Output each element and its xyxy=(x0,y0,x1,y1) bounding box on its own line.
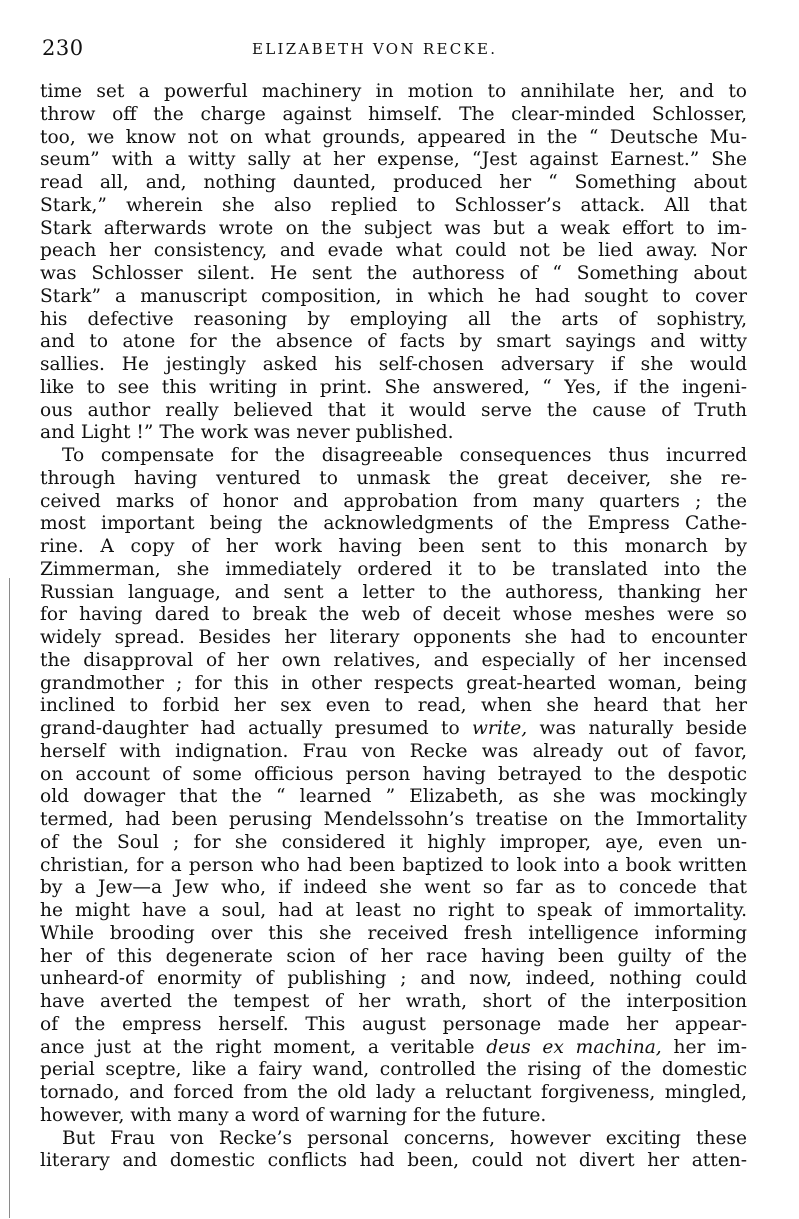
text-segment: her im- xyxy=(661,1036,747,1058)
text-line: While brooding over this she received fresh intelligence informing xyxy=(40,922,747,944)
text-line: christian, for a person who had been baptized to look into a book written xyxy=(40,854,747,876)
text-line: read all, and, nothing daunted, produced her “ Something about xyxy=(40,172,747,193)
text-line: ous author really believed that it would serve the cause of Truth xyxy=(40,399,747,421)
text-line: and Light !” The work was never published. xyxy=(40,422,454,444)
italic-word-write: write, xyxy=(472,718,528,739)
text-line: But Frau von Recke’s personal concerns, however exciting these xyxy=(62,1127,747,1149)
paragraph-3 xyxy=(40,1128,747,1174)
text-line: too, we know not on what grounds, appeared in the “ Deutsche Mu- xyxy=(40,126,747,148)
text-line: perial sceptre, like a fairy wand, controlled the rising of the domestic xyxy=(40,1059,747,1081)
text-line: the disapproval of her own relatives, and especially of her incensed xyxy=(40,649,747,671)
text-line-with-italic xyxy=(40,1037,747,1060)
page-edge-line xyxy=(9,578,10,1218)
text-line: he might have a soul, had at least no right to speak of immortality. xyxy=(40,900,747,921)
text-line: time set a powerful machinery in motion to annihilate her, and to xyxy=(40,81,747,102)
body-text xyxy=(40,81,747,1173)
text-line: like to see this writing in print. She answered, “ Yes, if the ingeni- xyxy=(40,376,747,398)
text-line: however, with many a word of warning for the future. xyxy=(40,1104,547,1126)
text-line: his defective reasoning by employing all the arts of sophistry, xyxy=(40,308,747,330)
text-line: sallies. He jestingly asked his self-chosen adversary if she would xyxy=(40,354,747,375)
text-line: of the Soul ; for she considered it highly improper, aye, even un- xyxy=(40,831,747,853)
page-number: 230 xyxy=(42,36,84,60)
text-line: by a Jew—a Jew who, if indeed she went so far as to concede that xyxy=(40,877,747,899)
text-segment: was naturally beside xyxy=(527,718,747,739)
text-line: literary and domestic conflicts had been, could not divert her atten- xyxy=(40,1150,747,1172)
text-line: old dowager that the “ learned ” Elizabeth, as she was mockingly xyxy=(40,786,747,808)
running-title: ELIZABETH VON RECKE. xyxy=(252,40,498,58)
text-line: and to atone for the absence of facts by smart sayings and witty xyxy=(40,331,747,353)
text-line: on account of some officious person having betrayed to the despotic xyxy=(40,763,747,785)
paragraph-1 xyxy=(40,81,747,445)
text-line: seum” with a witty sally at her expense, “Jest against Earnest.” She xyxy=(40,149,747,171)
text-line: termed, had been perusing Mendelssohn’s treatise on the Immortality xyxy=(40,809,747,830)
text-line: herself with indignation. Frau von Recke was already out of favor, xyxy=(40,740,747,762)
text-line: Stark,” wherein she also replied to Schlosser’s attack. All that xyxy=(40,194,747,216)
text-line: tornado, and forced from the old lady a reluctant forgiveness, mingled, xyxy=(40,1082,747,1103)
text-line: inclined to forbid her sex even to read, when she heard that her xyxy=(40,695,747,717)
text-segment: grand-daughter had actually presumed to xyxy=(40,718,473,739)
text-line: for having dared to break the web of deceit whose meshes were so xyxy=(40,604,747,626)
text-line: Stark afterwards wrote on the subject was but a weak effort to im- xyxy=(40,217,747,239)
text-line: rine. A copy of her work having been sent to this monarch by xyxy=(40,536,747,557)
text-line: To compensate for the disagreeable consequences thus incurred xyxy=(62,445,747,466)
text-segment: ance just at the right moment, a veritable xyxy=(40,1036,487,1058)
text-line-with-italic xyxy=(40,718,747,741)
paragraph-2 xyxy=(40,445,747,1128)
text-line: grandmother ; for this in other respects great-hearted woman, being xyxy=(40,672,747,694)
text-line: have averted the tempest of her wrath, short of the interposition xyxy=(40,991,747,1012)
text-line: her of this degenerate scion of her race having been guilty of the xyxy=(40,945,747,967)
text-line: of the empress herself. This august personage made her appear- xyxy=(40,1013,747,1035)
text-line: widely spread. Besides her literary opponents she had to encounter xyxy=(40,627,747,648)
text-line: through having ventured to unmask the great deceiver, she re- xyxy=(40,467,747,489)
text-line: was Schlosser silent. He sent the authoress of “ Something about xyxy=(40,263,747,284)
italic-phrase-deus-ex-machina: deus ex machina, xyxy=(486,1036,662,1058)
text-line: Zimmerman, she immediately ordered it to be translated into the xyxy=(40,558,747,580)
text-line: throw off the charge against himself. The clear-minded Schlosser, xyxy=(40,103,747,125)
text-line: most important being the acknowledgments of the Empress Cathe- xyxy=(40,513,747,535)
text-line: peach her consistency, and evade what could not be lied away. Nor xyxy=(40,240,747,262)
text-line: Russian language, and sent a letter to the authoress, thanking her xyxy=(40,581,747,603)
text-line: Stark” a manuscript composition, in which he had sought to cover xyxy=(40,285,747,307)
page-header xyxy=(42,36,756,64)
text-line: ceived marks of honor and approbation from many quarters ; the xyxy=(40,490,747,512)
text-line: unheard-of enormity of publishing ; and now, indeed, nothing could xyxy=(40,968,747,990)
